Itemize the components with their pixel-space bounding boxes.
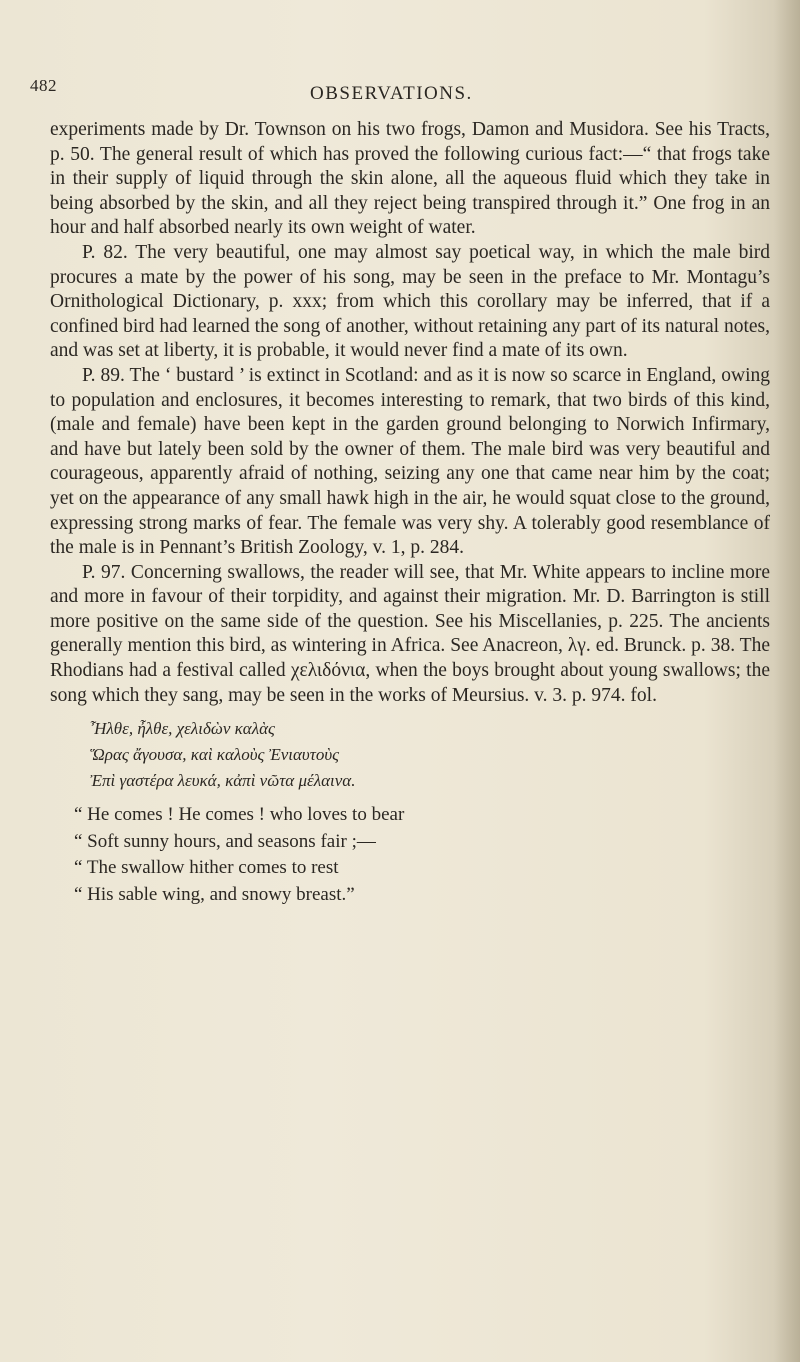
page-edge-shadow <box>774 0 800 1362</box>
paragraph-frog-experiments: experiments made by Dr. Townson on his two frogs, Damon and Musidora. See his Tracts, p. 50. The general result of which has proved the following curious fact:—“ that frogs take in their supply of liquid through the skin alone, all the aqueous fluid which they take in being absorbed by the skin, and all they reject being transpired through it.” One frog in an hour and half absorbed nearly its own weight of water. <box>50 119 770 239</box>
paragraph-p89: P. 89. The ‘ bustard ’ is extinct in Scotland: and as it is now so scarce in England, owing to population and enclosures, it becomes interesting to remark, that two birds of this kind, (male and female) have been kept in the garden ground belonging to Norwich Infirmary, and have but lately been sold by the owner of them. The male bird was very beautiful and courageous, apparently afraid of nothing, seizing any one that came near him by the coat; yet on the appearance of any small hawk high in the air, he would squat close to the ground, expressing strong marks of fear. The female was very shy. A tolerably good resemblance of the male is in Pennant’s British Zoology, v. 1, p. 284. <box>50 364 770 559</box>
greek-verse-line: Ὥρας ἄγουσα, καὶ καλοὺς Ἐνιαυτοὺς <box>90 745 340 765</box>
paragraph-p82: P. 82. The very beautiful, one may almost say poetical way, in which the male bird procures a mate by the power of his song, may be seen in the preface to Mr. Montagu’s Ornithological Dictionary, p. xxx; from which this corollary may be inferred, that if a confined bird had learned the song of another, without retaining any part of its natural notes, and was set at liberty, it is probable, it would never find a mate of its own. <box>50 241 770 362</box>
verse-line: “ Soft sunny hours, and seasons fair ;— <box>74 830 376 852</box>
page-number: 482 <box>30 76 57 95</box>
greek-verse <box>90 716 770 794</box>
greek-verse-line: Ἐπὶ γαστέρα λευκά, κἀπὶ νῶτα μέλαινα. <box>90 771 356 791</box>
verse-line: “ The swallow hither comes to rest <box>74 857 339 879</box>
english-verse <box>74 802 770 908</box>
greek-verse-line: Ἦλθε, ἦλθε, χελιδὼν καλὰς <box>90 719 275 739</box>
running-head: OBSERVATIONS. <box>310 83 473 104</box>
verse-line: “ His sable wing, and snowy breast.” <box>74 883 355 905</box>
verse-line: “ He comes ! He comes ! who loves to bear <box>74 804 405 826</box>
paragraph-p97: P. 97. Concerning swallows, the reader will see, that Mr. White appears to incline more and more in favour of their torpidity, and against their migration. Mr. D. Barrington is still more positive on the same side of the question. See his Miscellanies, p. 225. The ancients generally mention this bird, as wintering in Africa. See Anacreon, λγ. ed. Brunck. p. 38. The Rhodians had a festival called χελιδόνια, when the boys brought about young swallows; the song which they sang, may be seen in the works of Meursius. v. 3. p. 974. fol. <box>50 561 770 706</box>
body-text <box>50 118 770 908</box>
